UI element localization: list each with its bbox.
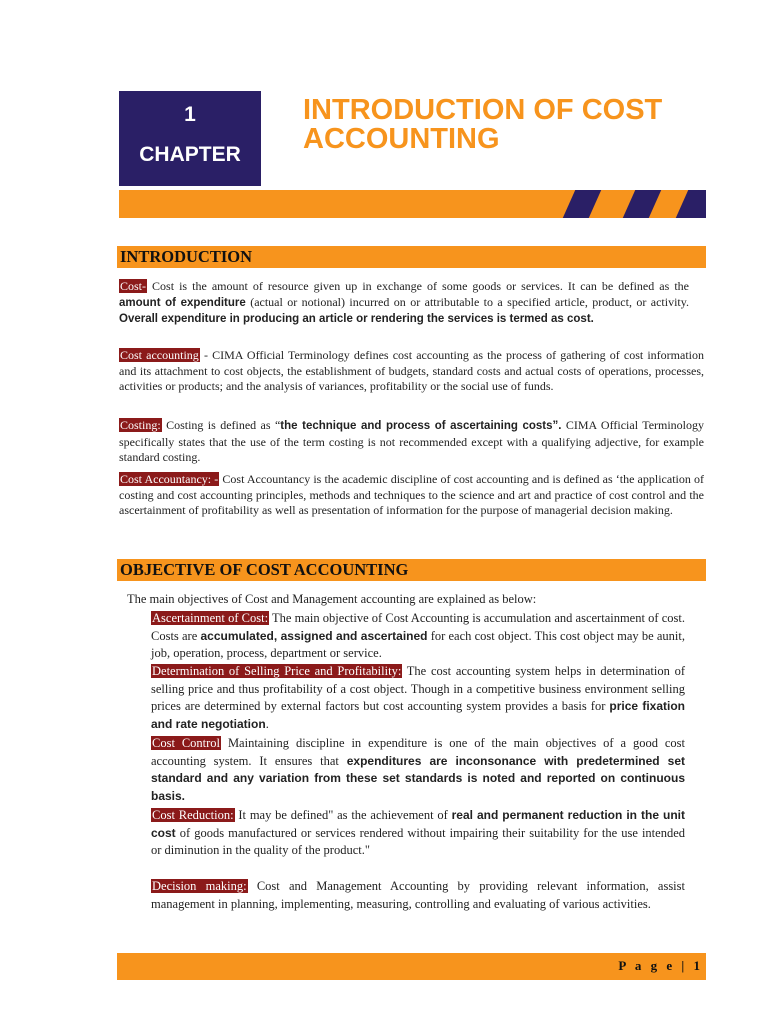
- chapter-number: 1: [184, 103, 196, 126]
- objective-item: Cost Reduction: It may be defined" as the achievement of real and permanent reduction in the unit cost of goods manufactured or services rendered without impairing their suitability for the use intended or diminution in the quality of the product.": [151, 808, 686, 857]
- page-title: [303, 96, 723, 154]
- paragraph-costing: Costing: Costing is defined as “the technique and process of ascertaining costs”. CIMA Official Terminology specifically states that the use of the term costing is not recommended except with a qualifying adjective, for example standard costing.: [119, 418, 705, 464]
- term-tag: Cost Control: [152, 736, 221, 750]
- footer-bar: [117, 953, 706, 980]
- objective-item: Determination of Selling Price and Profitability: The cost accounting system helps in determination of selling price and thus profitability of a cost object. Though in a competitive business environment selling prices are determined by external factors but cost accounting system provides a basis for price fixation and rate negotiation.: [151, 664, 685, 731]
- banner-stripe: [623, 190, 661, 218]
- term-tag: Decision making:: [152, 879, 247, 893]
- objective-intro: The main objectives of Cost and Management accounting are explained as below:: [127, 592, 537, 606]
- paragraph-cost: Cost- Cost is the amount of resource given up in exchange of some goods or services. It can be defined as the amount of expenditure (actual or notional) incurred on or attributable to a specified article, product, or activity. Overall expenditure in producing an article or rendering the services is termed as cost.: [119, 279, 689, 325]
- paragraph-cost-accounting: Cost accounting - CIMA Official Terminology defines cost accounting as the process of gathering of cost information and its attachment to cost objects, the establishment of budgets, standard costs and actual costs of operations, processes, activities or products; and the analysis of variances, profitability or the social use of funds.: [119, 348, 704, 393]
- section-heading-objective: OBJECTIVE OF COST ACCOUNTING: [117, 559, 706, 581]
- chapter-box: [119, 91, 261, 186]
- chapter-label: CHAPTER: [139, 143, 241, 166]
- paragraph-cost-accountancy: Cost Accountancy: - Cost Accountancy is the academic discipline of cost accounting and is defined as ‘the application of costing and cost accounting principles, methods and techniques to the science and art and practice of cost control and the ascertainment of profitability as well as presentation of information for the purpose of managerial decision making.: [119, 472, 704, 517]
- term-tag: Cost Accountancy: -: [120, 472, 219, 486]
- banner-stripe: [563, 190, 601, 218]
- objective-item: Ascertainment of Cost: The main objective of Cost Accounting is accumulation and ascertainment of cost. Costs are accumulated, assigned and ascertained for each cost object. This cost object may be aunit, job, operation, process, department or service.: [151, 611, 685, 660]
- term-tag: Determination of Selling Price and Profitability:: [152, 664, 402, 678]
- term-tag: Cost Reduction:: [152, 808, 234, 822]
- term-tag: Ascertainment of Cost:: [152, 611, 269, 625]
- objective-item: Decision making: Cost and Management Accounting by providing relevant information, assist management in planning, implementing, measuring, controlling and evaluating of various activities.: [151, 879, 685, 911]
- section-heading-introduction: INTRODUCTION: [117, 246, 706, 268]
- title-banner: [119, 190, 706, 218]
- banner-stripe: [676, 190, 706, 218]
- page-title-line1: INTRODUCTION OF COST: [303, 94, 663, 126]
- term-tag: Cost accounting: [120, 348, 199, 362]
- term-tag: Cost-: [120, 279, 147, 293]
- objective-item: Cost Control Maintaining discipline in expenditure is one of the main objectives of a good cost accounting system. It ensures that expenditures are inconsonance with predetermined set standard and any variation from these set standards is noted and reported on continuous basis.: [151, 736, 685, 803]
- term-tag: Costing:: [120, 418, 161, 432]
- page-number: P a g e | 1: [618, 958, 703, 973]
- page-title-line2: ACCOUNTING: [303, 123, 500, 155]
